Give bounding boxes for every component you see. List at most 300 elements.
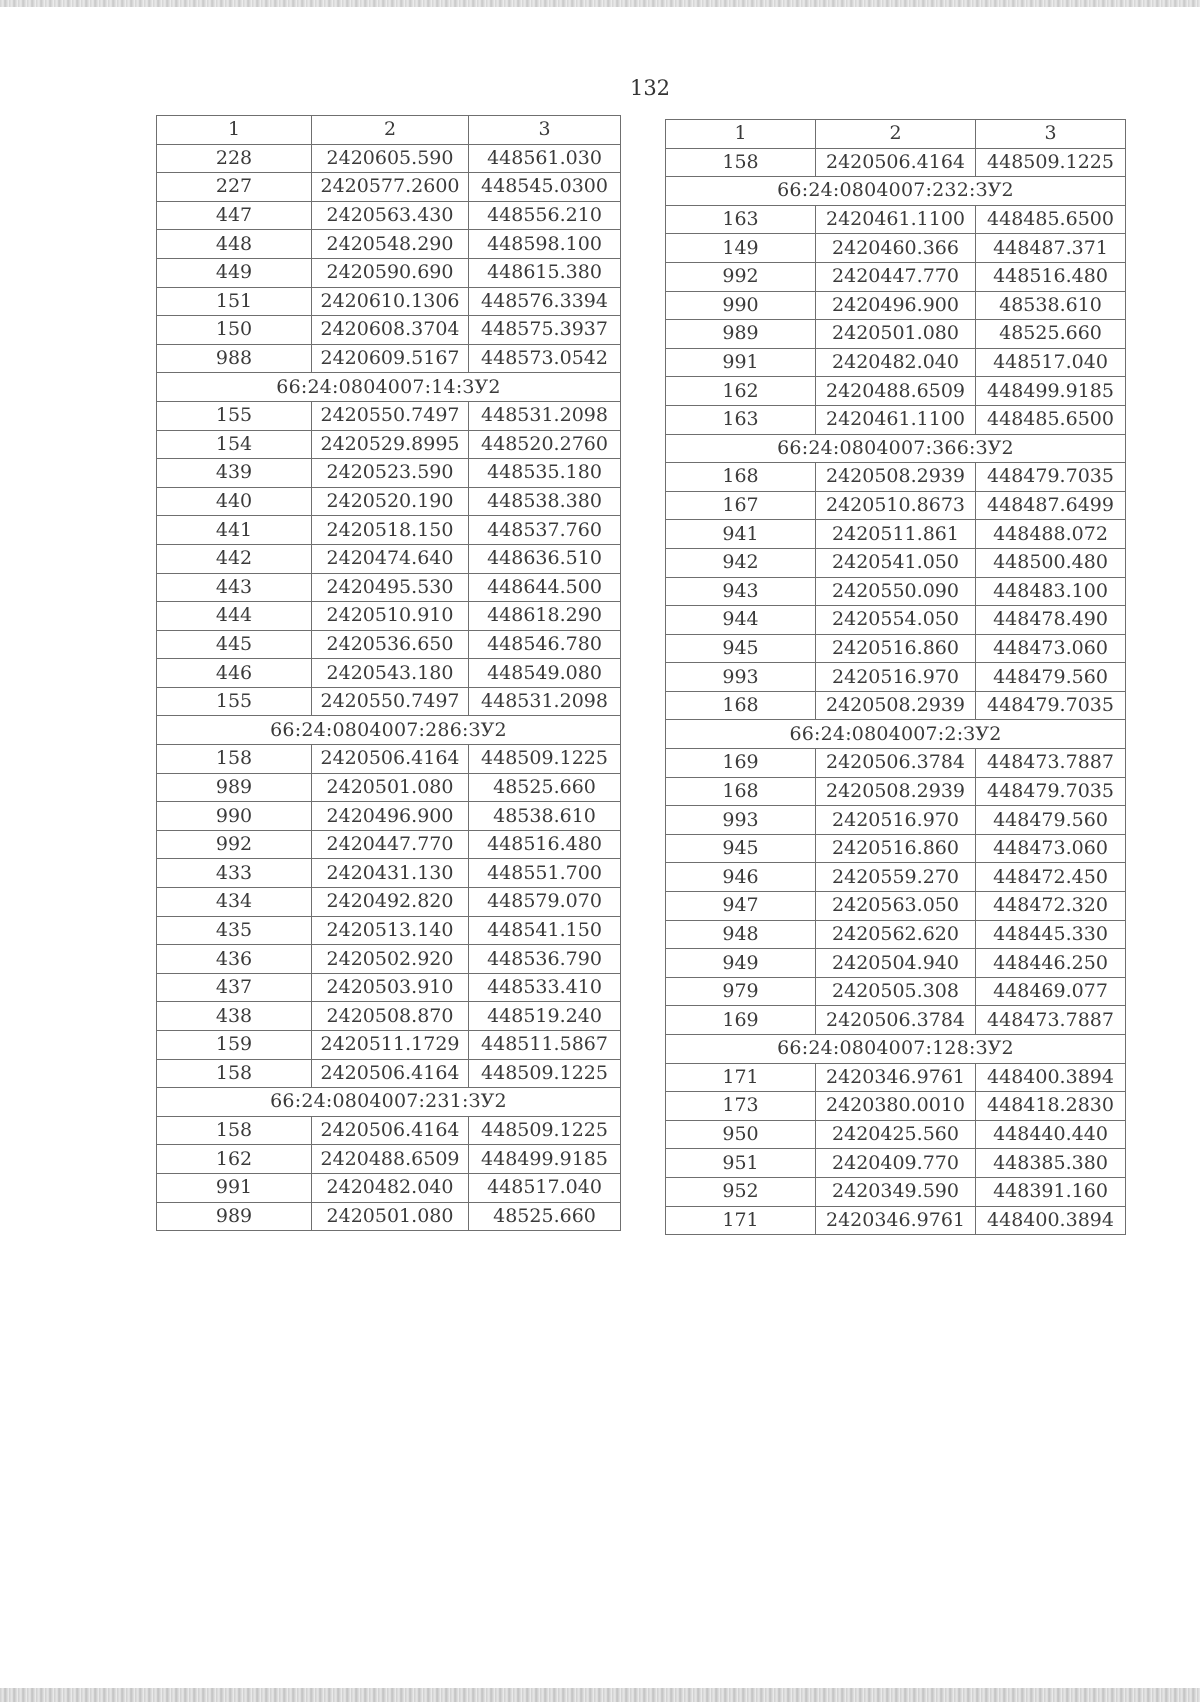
- y-coordinate-cell: 448516.480: [976, 262, 1126, 291]
- point-number-cell: 168: [666, 777, 816, 806]
- table-row: [666, 920, 1126, 949]
- section-heading-row: [157, 373, 621, 402]
- y-coordinate-cell: 448509.1225: [469, 1116, 621, 1145]
- point-number-cell: 988: [157, 344, 312, 373]
- x-coordinate-cell: 2420505.308: [816, 977, 976, 1006]
- table-row: [157, 516, 621, 545]
- point-number-cell: 950: [666, 1120, 816, 1149]
- x-coordinate-cell: 2420610.1306: [312, 287, 469, 316]
- point-number-cell: 155: [157, 687, 312, 716]
- x-coordinate-cell: 2420508.2939: [816, 691, 976, 720]
- cadastral-number-label: 66:24:0804007:286:ЗУ2: [157, 716, 621, 745]
- x-coordinate-cell: 2420543.180: [312, 659, 469, 688]
- header-cell-point-number: 1: [157, 116, 312, 145]
- x-coordinate-cell: 2420504.940: [816, 949, 976, 978]
- table-row: [666, 548, 1126, 577]
- table-row: [157, 888, 621, 917]
- point-number-cell: 991: [666, 348, 816, 377]
- x-coordinate-cell: 2420548.290: [312, 230, 469, 259]
- y-coordinate-cell: 448479.560: [976, 663, 1126, 692]
- y-coordinate-cell: 448473.060: [976, 634, 1126, 663]
- point-number-cell: 434: [157, 888, 312, 917]
- y-coordinate-cell: 448536.790: [469, 945, 621, 974]
- table-row: [666, 977, 1126, 1006]
- table-row: [157, 1145, 621, 1174]
- point-number-cell: 441: [157, 516, 312, 545]
- table-row: [157, 316, 621, 345]
- x-coordinate-cell: 2420536.650: [312, 630, 469, 659]
- table-row: [157, 973, 621, 1002]
- y-coordinate-cell: 448511.5867: [469, 1031, 621, 1060]
- point-number-cell: 442: [157, 544, 312, 573]
- x-coordinate-cell: 2420502.920: [312, 945, 469, 974]
- section-heading-row: [666, 434, 1126, 463]
- table-row: [157, 830, 621, 859]
- y-coordinate-cell: 448644.500: [469, 573, 621, 602]
- coordinates-table-right: [665, 119, 1126, 1235]
- point-number-cell: 941: [666, 520, 816, 549]
- x-coordinate-cell: 2420346.9761: [816, 1063, 976, 1092]
- y-coordinate-cell: 448533.410: [469, 973, 621, 1002]
- table-row: [157, 1031, 621, 1060]
- table-row: [666, 663, 1126, 692]
- x-coordinate-cell: 2420554.050: [816, 606, 976, 635]
- cadastral-number-label: 66:24:0804007:366:ЗУ2: [666, 434, 1126, 463]
- table-row: [666, 520, 1126, 549]
- y-coordinate-cell: 48525.660: [469, 773, 621, 802]
- y-coordinate-cell: 448545.0300: [469, 173, 621, 202]
- table-header-row: [157, 116, 621, 145]
- table-row: [157, 401, 621, 430]
- y-coordinate-cell: 448509.1225: [469, 745, 621, 774]
- y-coordinate-cell: 448509.1225: [469, 1059, 621, 1088]
- x-coordinate-cell: 2420506.4164: [312, 1059, 469, 1088]
- y-coordinate-cell: 448576.3394: [469, 287, 621, 316]
- y-coordinate-cell: 448517.040: [469, 1173, 621, 1202]
- x-coordinate-cell: 2420482.040: [816, 348, 976, 377]
- x-coordinate-cell: 2420506.4164: [312, 1116, 469, 1145]
- x-coordinate-cell: 2420492.820: [312, 888, 469, 917]
- x-coordinate-cell: 2420608.3704: [312, 316, 469, 345]
- table-row: [157, 1202, 621, 1231]
- y-coordinate-cell: 448537.760: [469, 516, 621, 545]
- point-number-cell: 992: [666, 262, 816, 291]
- point-number-cell: 990: [666, 291, 816, 320]
- point-number-cell: 171: [666, 1063, 816, 1092]
- y-coordinate-cell: 448573.0542: [469, 344, 621, 373]
- point-number-cell: 149: [666, 234, 816, 263]
- y-coordinate-cell: 448499.9185: [976, 377, 1126, 406]
- x-coordinate-cell: 2420496.900: [816, 291, 976, 320]
- x-coordinate-cell: 2420447.770: [312, 830, 469, 859]
- table-row: [666, 234, 1126, 263]
- page-number: 132: [629, 76, 671, 100]
- point-number-cell: 942: [666, 548, 816, 577]
- y-coordinate-cell: 448531.2098: [469, 687, 621, 716]
- table-row: [157, 745, 621, 774]
- point-number-cell: 158: [157, 1116, 312, 1145]
- table-row: [666, 949, 1126, 978]
- y-coordinate-cell: 448549.080: [469, 659, 621, 688]
- scan-edge-bottom: [0, 1688, 1200, 1702]
- table-row: [157, 773, 621, 802]
- y-coordinate-cell: 448440.440: [976, 1120, 1126, 1149]
- x-coordinate-cell: 2420474.640: [312, 544, 469, 573]
- point-number-cell: 168: [666, 691, 816, 720]
- y-coordinate-cell: 448520.2760: [469, 430, 621, 459]
- y-coordinate-cell: 448479.7035: [976, 691, 1126, 720]
- x-coordinate-cell: 2420518.150: [312, 516, 469, 545]
- y-coordinate-cell: 448509.1225: [976, 148, 1126, 177]
- table-row: [157, 1173, 621, 1202]
- point-number-cell: 163: [666, 205, 816, 234]
- coordinates-table-left: [156, 115, 621, 1231]
- x-coordinate-cell: 2420590.690: [312, 258, 469, 287]
- header-cell-y: 3: [976, 120, 1126, 149]
- x-coordinate-cell: 2420501.080: [312, 1202, 469, 1231]
- x-coordinate-cell: 2420605.590: [312, 144, 469, 173]
- point-number-cell: 438: [157, 1002, 312, 1031]
- x-coordinate-cell: 2420508.870: [312, 1002, 469, 1031]
- point-number-cell: 162: [666, 377, 816, 406]
- table-row: [157, 430, 621, 459]
- table-row: [157, 173, 621, 202]
- table-row: [666, 148, 1126, 177]
- y-coordinate-cell: 448478.490: [976, 606, 1126, 635]
- point-number-cell: 437: [157, 973, 312, 1002]
- point-number-cell: 443: [157, 573, 312, 602]
- y-coordinate-cell: 448500.480: [976, 548, 1126, 577]
- x-coordinate-cell: 2420559.270: [816, 863, 976, 892]
- y-coordinate-cell: 448519.240: [469, 1002, 621, 1031]
- x-coordinate-cell: 2420550.7497: [312, 687, 469, 716]
- point-number-cell: 449: [157, 258, 312, 287]
- table-row: [157, 602, 621, 631]
- point-number-cell: 150: [157, 316, 312, 345]
- cadastral-number-label: 66:24:0804007:231:ЗУ2: [157, 1088, 621, 1117]
- x-coordinate-cell: 2420577.2600: [312, 173, 469, 202]
- point-number-cell: 445: [157, 630, 312, 659]
- x-coordinate-cell: 2420506.3784: [816, 1006, 976, 1035]
- x-coordinate-cell: 2420520.190: [312, 487, 469, 516]
- y-coordinate-cell: 448472.320: [976, 892, 1126, 921]
- x-coordinate-cell: 2420550.090: [816, 577, 976, 606]
- table-row: [157, 1002, 621, 1031]
- x-coordinate-cell: 2420425.560: [816, 1120, 976, 1149]
- point-number-cell: 439: [157, 459, 312, 488]
- point-number-cell: 163: [666, 405, 816, 434]
- x-coordinate-cell: 2420508.2939: [816, 463, 976, 492]
- y-coordinate-cell: 448561.030: [469, 144, 621, 173]
- y-coordinate-cell: 448391.160: [976, 1177, 1126, 1206]
- x-coordinate-cell: 2420516.860: [816, 634, 976, 663]
- point-number-cell: 162: [157, 1145, 312, 1174]
- x-coordinate-cell: 2420488.6509: [816, 377, 976, 406]
- point-number-cell: 435: [157, 916, 312, 945]
- y-coordinate-cell: 448400.3894: [976, 1206, 1126, 1235]
- x-coordinate-cell: 2420349.590: [816, 1177, 976, 1206]
- x-coordinate-cell: 2420460.366: [816, 234, 976, 263]
- x-coordinate-cell: 2420461.1100: [816, 205, 976, 234]
- x-coordinate-cell: 2420508.2939: [816, 777, 976, 806]
- point-number-cell: 979: [666, 977, 816, 1006]
- y-coordinate-cell: 448385.380: [976, 1149, 1126, 1178]
- point-number-cell: 158: [666, 148, 816, 177]
- point-number-cell: 433: [157, 859, 312, 888]
- table-row: [666, 1063, 1126, 1092]
- table-row: [157, 916, 621, 945]
- y-coordinate-cell: 448446.250: [976, 949, 1126, 978]
- point-number-cell: 993: [666, 663, 816, 692]
- x-coordinate-cell: 2420431.130: [312, 859, 469, 888]
- x-coordinate-cell: 2420506.3784: [816, 749, 976, 778]
- y-coordinate-cell: 448556.210: [469, 201, 621, 230]
- x-coordinate-cell: 2420609.5167: [312, 344, 469, 373]
- x-coordinate-cell: 2420506.4164: [312, 745, 469, 774]
- table-row: [666, 1206, 1126, 1235]
- point-number-cell: 992: [157, 830, 312, 859]
- x-coordinate-cell: 2420510.8673: [816, 491, 976, 520]
- x-coordinate-cell: 2420563.050: [816, 892, 976, 921]
- y-coordinate-cell: 448479.7035: [976, 463, 1126, 492]
- point-number-cell: 943: [666, 577, 816, 606]
- y-coordinate-cell: 448538.380: [469, 487, 621, 516]
- point-number-cell: 444: [157, 602, 312, 631]
- table-row: [666, 577, 1126, 606]
- point-number-cell: 227: [157, 173, 312, 202]
- x-coordinate-cell: 2420550.7497: [312, 401, 469, 430]
- table-row: [157, 287, 621, 316]
- y-coordinate-cell: 448546.780: [469, 630, 621, 659]
- x-coordinate-cell: 2420482.040: [312, 1173, 469, 1202]
- table-row: [157, 344, 621, 373]
- point-number-cell: 167: [666, 491, 816, 520]
- table-row: [157, 859, 621, 888]
- x-coordinate-cell: 2420541.050: [816, 548, 976, 577]
- cadastral-number-label: 66:24:0804007:14:ЗУ2: [157, 373, 621, 402]
- point-number-cell: 169: [666, 749, 816, 778]
- table-row: [666, 1149, 1126, 1178]
- y-coordinate-cell: 448472.450: [976, 863, 1126, 892]
- y-coordinate-cell: 448400.3894: [976, 1063, 1126, 1092]
- y-coordinate-cell: 448487.371: [976, 234, 1126, 263]
- point-number-cell: 173: [666, 1092, 816, 1121]
- cadastral-number-label: 66:24:0804007:2:ЗУ2: [666, 720, 1126, 749]
- x-coordinate-cell: 2420511.861: [816, 520, 976, 549]
- x-coordinate-cell: 2420503.910: [312, 973, 469, 1002]
- point-number-cell: 989: [157, 1202, 312, 1231]
- y-coordinate-cell: 448479.7035: [976, 777, 1126, 806]
- table-row: [666, 749, 1126, 778]
- y-coordinate-cell: 448499.9185: [469, 1145, 621, 1174]
- point-number-cell: 952: [666, 1177, 816, 1206]
- point-number-cell: 158: [157, 745, 312, 774]
- header-cell-x: 2: [816, 120, 976, 149]
- y-coordinate-cell: 448598.100: [469, 230, 621, 259]
- table-row: [666, 348, 1126, 377]
- x-coordinate-cell: 2420513.140: [312, 916, 469, 945]
- table-row: [666, 291, 1126, 320]
- y-coordinate-cell: 448485.6500: [976, 205, 1126, 234]
- point-number-cell: 949: [666, 949, 816, 978]
- point-number-cell: 990: [157, 802, 312, 831]
- y-coordinate-cell: 48525.660: [469, 1202, 621, 1231]
- table-row: [666, 1120, 1126, 1149]
- x-coordinate-cell: 2420516.970: [816, 806, 976, 835]
- x-coordinate-cell: 2420511.1729: [312, 1031, 469, 1060]
- table-row: [666, 691, 1126, 720]
- y-coordinate-cell: 448531.2098: [469, 401, 621, 430]
- point-number-cell: 946: [666, 863, 816, 892]
- y-coordinate-cell: 48538.610: [976, 291, 1126, 320]
- header-cell-y: 3: [469, 116, 621, 145]
- table-row: [666, 606, 1126, 635]
- table-row: [666, 1006, 1126, 1035]
- point-number-cell: 989: [666, 320, 816, 349]
- x-coordinate-cell: 2420409.770: [816, 1149, 976, 1178]
- point-number-cell: 168: [666, 463, 816, 492]
- y-coordinate-cell: 448473.7887: [976, 1006, 1126, 1035]
- x-coordinate-cell: 2420516.970: [816, 663, 976, 692]
- y-coordinate-cell: 448483.100: [976, 577, 1126, 606]
- point-number-cell: 446: [157, 659, 312, 688]
- point-number-cell: 951: [666, 1149, 816, 1178]
- table-row: [157, 144, 621, 173]
- table-header-row: [666, 120, 1126, 149]
- y-coordinate-cell: 448636.510: [469, 544, 621, 573]
- table-row: [157, 659, 621, 688]
- y-coordinate-cell: 448516.480: [469, 830, 621, 859]
- table-row: [666, 863, 1126, 892]
- y-coordinate-cell: 48538.610: [469, 802, 621, 831]
- table-row: [157, 945, 621, 974]
- point-number-cell: 989: [157, 773, 312, 802]
- x-coordinate-cell: 2420516.860: [816, 834, 976, 863]
- table-row: [157, 687, 621, 716]
- point-number-cell: 158: [157, 1059, 312, 1088]
- y-coordinate-cell: 448473.060: [976, 834, 1126, 863]
- table-row: [666, 777, 1126, 806]
- x-coordinate-cell: 2420495.530: [312, 573, 469, 602]
- y-coordinate-cell: 448469.077: [976, 977, 1126, 1006]
- table-row: [157, 230, 621, 259]
- table-row: [157, 487, 621, 516]
- point-number-cell: 945: [666, 834, 816, 863]
- table-row: [157, 258, 621, 287]
- section-heading-row: [666, 177, 1126, 206]
- y-coordinate-cell: 448418.2830: [976, 1092, 1126, 1121]
- table-row: [666, 463, 1126, 492]
- x-coordinate-cell: 2420488.6509: [312, 1145, 469, 1174]
- point-number-cell: 447: [157, 201, 312, 230]
- table-row: [666, 320, 1126, 349]
- x-coordinate-cell: 2420496.900: [312, 802, 469, 831]
- y-coordinate-cell: 448575.3937: [469, 316, 621, 345]
- table-row: [157, 544, 621, 573]
- cadastral-number-label: 66:24:0804007:128:ЗУ2: [666, 1035, 1126, 1064]
- table-row: [666, 377, 1126, 406]
- y-coordinate-cell: 448541.150: [469, 916, 621, 945]
- y-coordinate-cell: 448479.560: [976, 806, 1126, 835]
- table-row: [157, 201, 621, 230]
- y-coordinate-cell: 448485.6500: [976, 405, 1126, 434]
- x-coordinate-cell: 2420510.910: [312, 602, 469, 631]
- x-coordinate-cell: 2420346.9761: [816, 1206, 976, 1235]
- table-row: [666, 205, 1126, 234]
- table-row: [666, 834, 1126, 863]
- y-coordinate-cell: 448487.6499: [976, 491, 1126, 520]
- point-number-cell: 448: [157, 230, 312, 259]
- table-row: [157, 573, 621, 602]
- y-coordinate-cell: 448579.070: [469, 888, 621, 917]
- table-row: [157, 802, 621, 831]
- point-number-cell: 945: [666, 634, 816, 663]
- cadastral-number-label: 66:24:0804007:232:ЗУ2: [666, 177, 1126, 206]
- table-row: [157, 459, 621, 488]
- x-coordinate-cell: 2420523.590: [312, 459, 469, 488]
- table-row: [157, 1116, 621, 1145]
- y-coordinate-cell: 448445.330: [976, 920, 1126, 949]
- point-number-cell: 169: [666, 1006, 816, 1035]
- point-number-cell: 993: [666, 806, 816, 835]
- table-row: [666, 634, 1126, 663]
- point-number-cell: 159: [157, 1031, 312, 1060]
- point-number-cell: 151: [157, 287, 312, 316]
- x-coordinate-cell: 2420501.080: [816, 320, 976, 349]
- table-row: [666, 892, 1126, 921]
- x-coordinate-cell: 2420562.620: [816, 920, 976, 949]
- point-number-cell: 171: [666, 1206, 816, 1235]
- x-coordinate-cell: 2420563.430: [312, 201, 469, 230]
- table-row: [157, 630, 621, 659]
- point-number-cell: 948: [666, 920, 816, 949]
- x-coordinate-cell: 2420529.8995: [312, 430, 469, 459]
- header-cell-x: 2: [312, 116, 469, 145]
- y-coordinate-cell: 448615.380: [469, 258, 621, 287]
- section-heading-row: [157, 716, 621, 745]
- point-number-cell: 947: [666, 892, 816, 921]
- table-row: [666, 1092, 1126, 1121]
- y-coordinate-cell: 448551.700: [469, 859, 621, 888]
- y-coordinate-cell: 448473.7887: [976, 749, 1126, 778]
- section-heading-row: [666, 720, 1126, 749]
- y-coordinate-cell: 448488.072: [976, 520, 1126, 549]
- x-coordinate-cell: 2420461.1100: [816, 405, 976, 434]
- x-coordinate-cell: 2420380.0010: [816, 1092, 976, 1121]
- scan-edge-top: [0, 0, 1200, 7]
- point-number-cell: 991: [157, 1173, 312, 1202]
- point-number-cell: 154: [157, 430, 312, 459]
- table-row: [666, 1177, 1126, 1206]
- y-coordinate-cell: 448618.290: [469, 602, 621, 631]
- y-coordinate-cell: 448517.040: [976, 348, 1126, 377]
- x-coordinate-cell: 2420501.080: [312, 773, 469, 802]
- x-coordinate-cell: 2420506.4164: [816, 148, 976, 177]
- table-row: [666, 491, 1126, 520]
- point-number-cell: 944: [666, 606, 816, 635]
- section-heading-row: [666, 1035, 1126, 1064]
- point-number-cell: 436: [157, 945, 312, 974]
- section-heading-row: [157, 1088, 621, 1117]
- header-cell-point-number: 1: [666, 120, 816, 149]
- point-number-cell: 228: [157, 144, 312, 173]
- y-coordinate-cell: 448535.180: [469, 459, 621, 488]
- point-number-cell: 155: [157, 401, 312, 430]
- table-row: [157, 1059, 621, 1088]
- table-row: [666, 806, 1126, 835]
- table-row: [666, 262, 1126, 291]
- point-number-cell: 440: [157, 487, 312, 516]
